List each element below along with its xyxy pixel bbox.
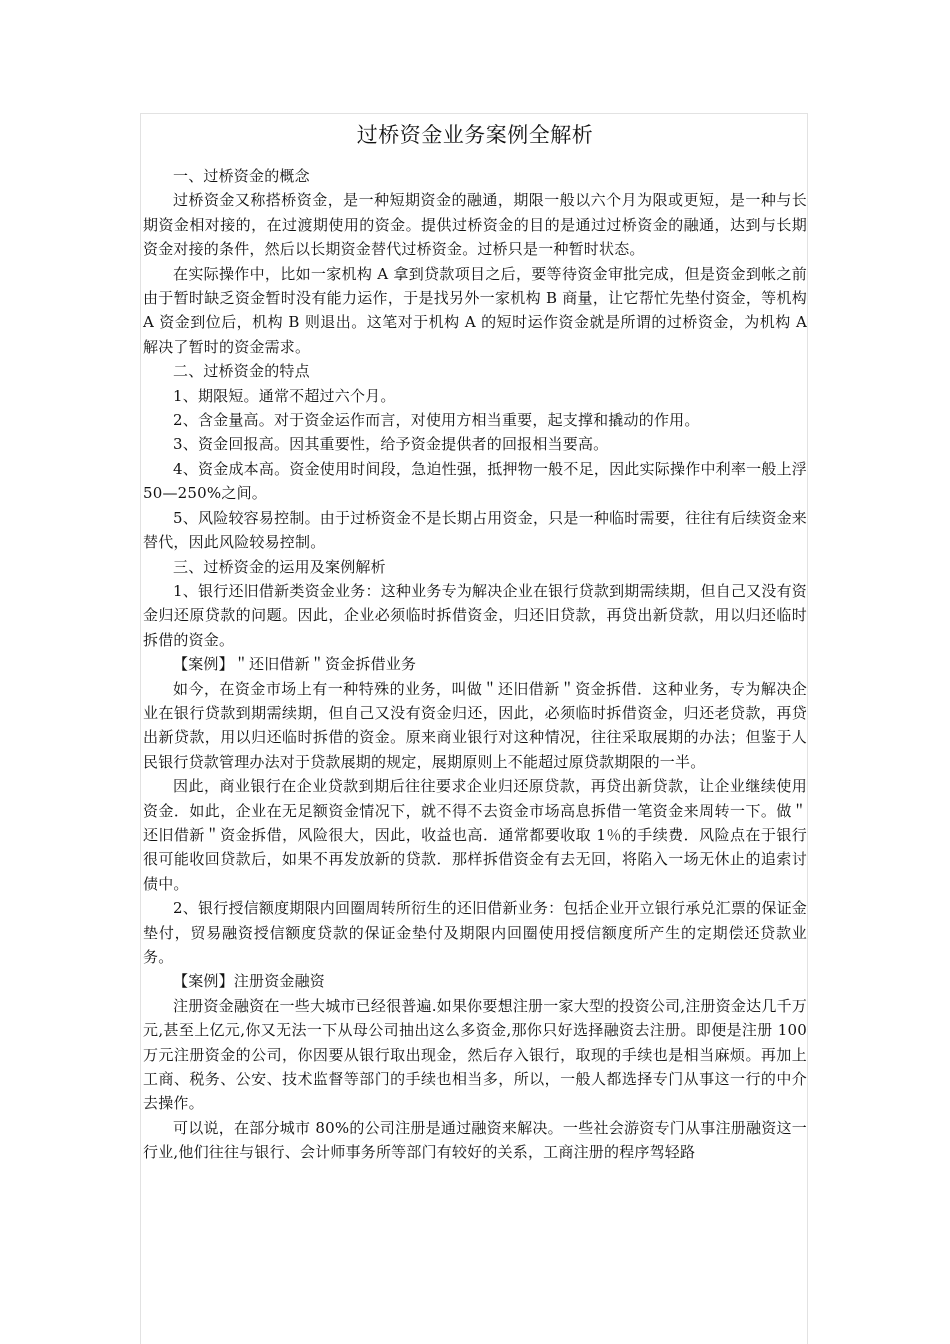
feature-item: 5、风险较容易控制。由于过桥资金不是长期占用资金，只是一种临时需要，往往有后续资金来替代，因此风险较易控制。 [143, 508, 807, 552]
case-paragraph: 因此，商业银行在企业贷款到期后往往要求企业归还原贷款，再贷出新贷款，让企业继续使用资金．如此，企业在无足额资金情况下，就不得不去资金市场高息拆借一笔资金来周转一下。做＂还旧借新＂资金拆借，风险很大，因此，收益也高．通常都要收取 1％的手续费．风险点在于银行很可能收回贷款后，如果不再发放新的贷款．那样拆借资金有去无回，将陷入一场无休止的追索讨债中。 [143, 777, 807, 893]
section-heading-concept: 一、过桥资金的概念 [173, 167, 310, 185]
section-heading-features: 二、过桥资金的特点 [173, 362, 310, 381]
page-title: 过桥资金业务案例全解析 [356, 123, 594, 147]
case-paragraph: 可以说，在部分城市 80%的公司注册是通过融资来解决。一些社会游资专门从事注册融资这一行业,他们往往与银行、会计师事务所等部门有较好的关系，工商注册的程序驾轻路 [143, 1118, 807, 1162]
paragraph-definition: 过桥资金又称搭桥资金，是一种短期资金的融通，期限一般以六个月为限或更短，是一种与长期资金相对接的，在过渡期使用的资金。提供过桥资金的目的是通过过桥资金的融通，达到与长期资金对接的条件，然后以长期资金替代过桥资金。过桥只是一种暂时状态。 [143, 191, 807, 259]
case-paragraph: 注册资金融资在一些大城市已经很普遍.如果你要想注册一家大型的投资公司,注册资金达几千万元,甚至上亿元,你又无法一下从母公司抽出这么多资金,那你只好选择融资去注册。即便是注册 100 万元注册资金的公司，你因要从银行取出现金，然后存入银行，取现的手续也是相当麻烦。再加上工商、税务、公安、技术监督等部门的手续也相当多，所以，一般人都选择专门从事这一行的中介去操作。 [143, 996, 807, 1113]
feature-item: 2、含金量高。对于资金运作而言，对使用方相当重要，起支撑和撬动的作用。 [173, 411, 700, 430]
usage-item: 2、银行授信额度期限内回圈周转所衍生的还旧借新业务：包括企业开立银行承兑汇票的保证金垫付，贸易融资授信额度贷款的保证金垫付及期限内回圈使用授信额度所产生的定期偿还贷款业务。 [143, 899, 807, 966]
case-heading: 【案例】注册资金融资 [173, 972, 326, 991]
usage-item: 1、银行还旧借新类资金业务：这种业务专为解决企业在银行贷款到期需续期，但自己又没有资金归还原贷款的问题。因此，企业必须临时拆借资金，归还旧贷款，再贷出新贷款，用以归还临时拆借的资金。 [143, 581, 807, 649]
paragraph-example: 在实际操作中，比如一家机构 A 拿到贷款项目之后，要等待资金审批完成，但是资金到帐之前由于暂时缺乏资金暂时没有能力运作，于是找另外一家机构 B 商量，让它帮忙先垫付资金，等机构 A 资金到位后，机构 B 则退出。这笔对于机构 A 的短时运作资金就是所谓的过桥资金，为机构 A 解决了暂时的资金需求。 [143, 264, 807, 356]
feature-item: 4、资金成本高。资金使用时间段，急迫性强，抵押物一般不足，因此实际操作中利率一般上浮 50—250%之间。 [143, 459, 807, 503]
feature-item: 3、资金回报高。因其重要性，给予资金提供者的回报相当要高。 [173, 435, 609, 454]
section-heading-usage: 三、过桥资金的运用及案例解析 [173, 557, 386, 576]
document-body [143, 120, 807, 1165]
case-heading: 【案例】＂还旧借新＂资金拆借业务 [173, 655, 417, 674]
case-paragraph: 如今，在资金市场上有一种特殊的业务，叫做＂还旧借新＂资金拆借．这种业务，专为解决企业在银行贷款到期需续期，但自己又没有资金归还，因此，必须临时拆借资金，归还老贷款，再贷出新贷款，用以归还临时拆借的资金。原来商业银行对这种情况，往往采取展期的办法；但鉴于人民银行贷款管理办法对于贷款展期的规定，展期原则上不能超过原贷款期限的一半。 [143, 679, 807, 771]
feature-item: 1、期限短。通常不超过六个月。 [173, 386, 396, 405]
